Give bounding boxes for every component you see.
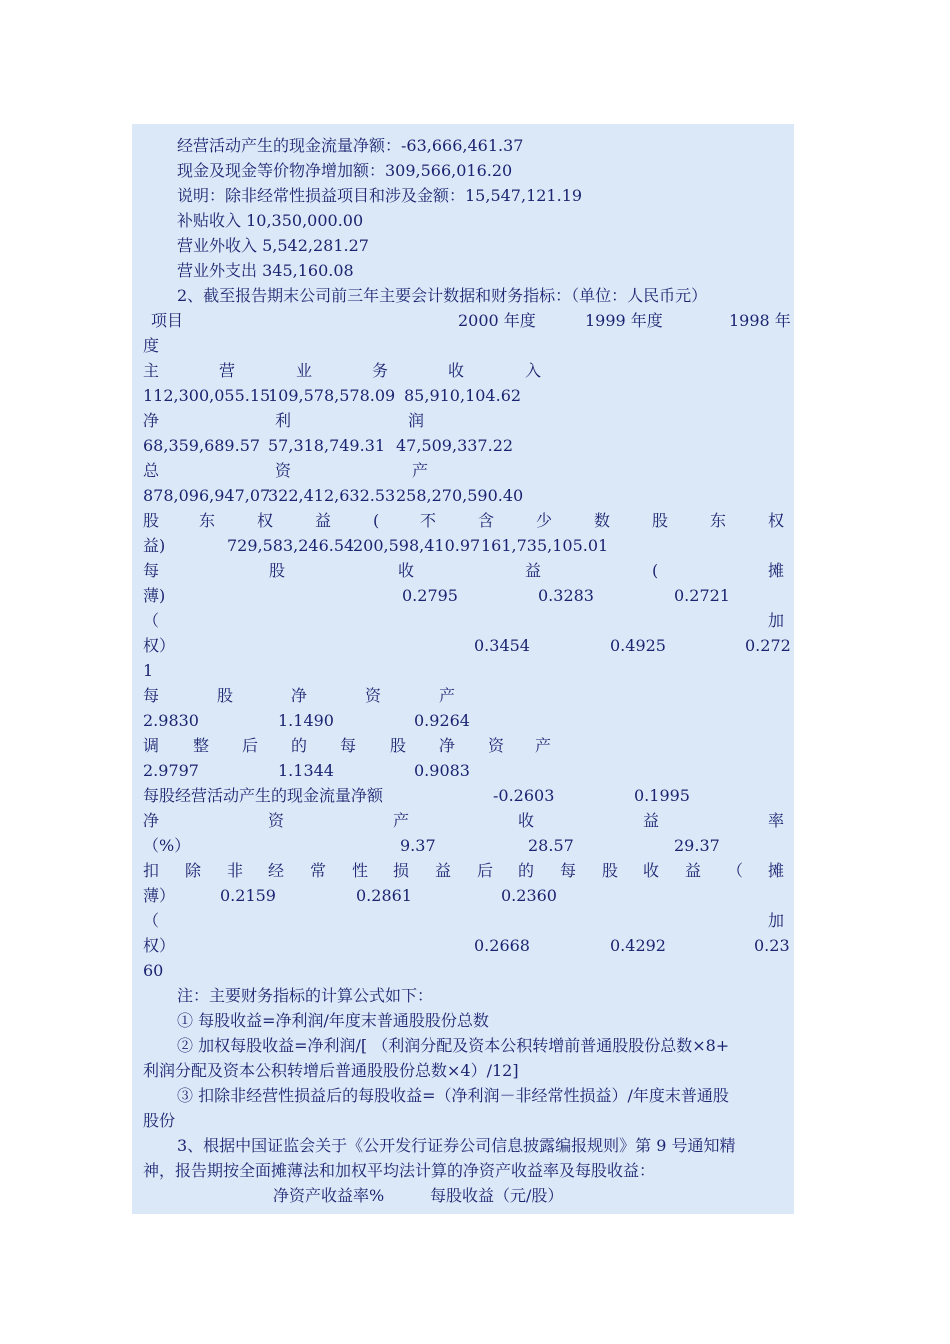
row-label-char: 每 (560, 861, 577, 880)
row-label-char: 净 (291, 686, 308, 705)
row-label-char: 数 (594, 511, 611, 530)
row-label-char: 净 (143, 811, 160, 830)
value-2000: 0.2159 (220, 886, 276, 905)
value-1998: 0.9083 (414, 761, 470, 780)
non-operating-expense-line: 营业外支出 345,160.08 (177, 261, 354, 280)
value-2000: 878,096,947,07 (143, 486, 271, 505)
value-1998-wrap: 1 (143, 661, 154, 680)
value-1998: 258,270,590.40 (396, 486, 524, 505)
row-label-char: 收 (448, 361, 465, 380)
row-label-char: 股 (652, 511, 669, 530)
row-label-char: 股 (217, 686, 234, 705)
section-3-line-1: 3、根据中国证监会关于《公开发行证券公司信息披露编报规则》第 9 号通知精 (177, 1136, 736, 1155)
header-2000: 2000 年度 (458, 311, 536, 330)
header-item: 项目 (151, 311, 184, 330)
value-1999: 28.57 (528, 836, 574, 855)
value-1998: 0.9264 (414, 711, 470, 730)
row-label-char: 后 (242, 736, 259, 755)
value-2000: 2.9830 (143, 711, 199, 730)
row-label-char: 产 (393, 811, 410, 830)
note-3-line-1: ③ 扣除非经营性损益后的每股收益=（净利润－非经常性损益）/年度末普通股 (177, 1086, 729, 1105)
operating-cash-flow-line: 经营活动产生的现金流量净额：-63,666,461.37 (177, 136, 524, 155)
value-1999: 0.4292 (610, 936, 666, 955)
value-1998: 0.272 (745, 636, 791, 655)
row-label-char: 每 (340, 736, 357, 755)
row-label-char: 除 (185, 861, 202, 880)
header-wrap: 度 (143, 336, 160, 355)
row-label-tail: 薄） (143, 886, 176, 905)
row-label-tail: 权） (143, 636, 176, 655)
section-3-line-2: 神，报告期按全面摊薄法和加权平均法计算的净资产收益率及每股收益： (143, 1161, 656, 1180)
row-label-char: 股 (602, 861, 619, 880)
non-operating-income-line: 营业外收入 5,542,281.27 (177, 236, 369, 255)
note-2-line-2: 利润分配及资本公积转增后普通股股份总数×4）/12] (143, 1061, 519, 1080)
section-2-heading: 2、截至报告期末公司前三年主要会计数据和财务指标：（单位：人民币元） (177, 286, 708, 305)
row-label-char: 后 (477, 861, 494, 880)
value-1998: 0.2721 (674, 586, 730, 605)
value-1998: 85,910,104.62 (404, 386, 522, 405)
value-1998: 47,509,337.22 (396, 436, 514, 455)
row-label-char: 性 (352, 861, 369, 880)
row-label-char: 东 (199, 511, 216, 530)
row-label-char: 产 (535, 736, 552, 755)
row-label-char: （ (143, 911, 160, 930)
row-label-char: 非 (227, 861, 244, 880)
value-2000: 0.2668 (474, 936, 530, 955)
value-2000: 2.9797 (143, 761, 199, 780)
row-label-char: 润 (408, 411, 425, 430)
header-1998: 1998 年 (729, 311, 791, 330)
value-1999: 0.2861 (356, 886, 412, 905)
column-header-roe: 净资产收益率% (273, 1186, 385, 1205)
row-label-char: （ (727, 861, 744, 880)
row-label-char: 收 (518, 811, 535, 830)
row-label-char: 益 (525, 561, 542, 580)
value-2000: 9.37 (400, 836, 436, 855)
row-label-char: 股 (143, 511, 160, 530)
row-label-char: 损 (393, 861, 410, 880)
row-label-char: 营 (219, 361, 236, 380)
row-label-char: 权 (768, 511, 785, 530)
cash-increase-line: 现金及现金等价物净增加额：309,566,016.20 (177, 161, 513, 180)
row-label-char: 股 (269, 561, 286, 580)
row-label-char: 经 (268, 861, 285, 880)
row-label-char: 权 (257, 511, 274, 530)
row-label-tail: 益) (143, 536, 166, 555)
row-label-char: 的 (518, 861, 535, 880)
row-label-char: 整 (193, 736, 210, 755)
row-label-char: 业 (296, 361, 313, 380)
subsidy-income-line: 补贴收入 10,350,000.00 (177, 211, 364, 230)
row-label-char: 入 (525, 361, 542, 380)
value-2000: 68,359,689.57 (143, 436, 261, 455)
note-3-line-2: 股份 (143, 1111, 176, 1130)
row-label-char: 益 (435, 861, 452, 880)
value-1998-wrap: 60 (143, 961, 164, 980)
value-1999: 109,578,578.09 (268, 386, 396, 405)
row-label-tail: 薄) (143, 586, 166, 605)
note-1: ① 每股收益=净利润/年度末普通股股份总数 (177, 1011, 489, 1030)
row-label-char: （ (143, 611, 160, 630)
row-label-char: 产 (412, 461, 429, 480)
value-1998: 0.2360 (501, 886, 557, 905)
value-1999: 200,598,410.97 (353, 536, 481, 555)
row-label-char: ( (373, 511, 380, 530)
row-label-char: 摊 (768, 861, 785, 880)
column-header-eps: 每股收益（元/股） (430, 1186, 564, 1205)
value-1999: 0.3283 (538, 586, 594, 605)
header-1999: 1999 年度 (585, 311, 663, 330)
row-label-char: 收 (398, 561, 415, 580)
row-label-tail: （%） (143, 836, 191, 855)
value-1999: 0.4925 (610, 636, 666, 655)
row-label-char: ( (652, 561, 659, 580)
row-label-char: 主 (143, 361, 160, 380)
row-label-char: 务 (372, 361, 389, 380)
row-label-tail: 权） (143, 936, 176, 955)
value-1999: 322,412,632.53 (268, 486, 396, 505)
row-label-char: 资 (275, 461, 292, 480)
note-2-line-1: ② 加权每股收益=净利润/[ （利润分配及资本公积转增前普通股股份总数×8+ (177, 1036, 730, 1055)
row-label-char: 每 (143, 561, 160, 580)
row-label-char: 扣 (143, 861, 160, 880)
row-label-char: 产 (439, 686, 456, 705)
value-1999: 0.1995 (634, 786, 690, 805)
row-label-char: 益 (315, 511, 332, 530)
row-label-char: 净 (439, 736, 456, 755)
value-2000: 0.2795 (402, 586, 458, 605)
value-2000: 0.3454 (474, 636, 530, 655)
row-label-char: 含 (478, 511, 495, 530)
row-label-char: 每 (143, 686, 160, 705)
row-label-char: 资 (268, 811, 285, 830)
value-1998: 29.37 (674, 836, 720, 855)
row-label-char: 股 (390, 736, 407, 755)
row-label-char: 不 (420, 511, 437, 530)
row-label-char: 净 (143, 411, 160, 430)
row-label-char: 东 (710, 511, 727, 530)
value-1999: 1.1490 (278, 711, 334, 730)
value-2000: -0.2603 (493, 786, 555, 805)
row-label-char: 益 (643, 811, 660, 830)
non-recurring-items-line: 说明：除非经常性损益项目和涉及金额：15,547,121.19 (177, 186, 583, 205)
row-label-char: 益 (685, 861, 702, 880)
row-label-char: 收 (643, 861, 660, 880)
row-label-char: 加 (768, 911, 785, 930)
value-1999: 1.1344 (278, 761, 334, 780)
row-label-char: 的 (291, 736, 308, 755)
row-label-char: 总 (143, 461, 160, 480)
value-1998: 161,735,105.01 (481, 536, 609, 555)
value-1999: 57,318,749.31 (268, 436, 386, 455)
row-label-char: 调 (143, 736, 160, 755)
row-label-char: 少 (536, 511, 553, 530)
row-label-char: 常 (310, 861, 327, 880)
row-label-char: 资 (488, 736, 505, 755)
row-label-char: 资 (365, 686, 382, 705)
row-label: 每股经营活动产生的现金流量净额 (143, 786, 384, 805)
value-2000: 112,300,055.15 (143, 386, 271, 405)
row-label-char: 加 (768, 611, 785, 630)
notes-heading: 注：主要财务指标的计算公式如下： (177, 986, 434, 1005)
row-label-char: 率 (768, 811, 785, 830)
value-2000: 729,583,246.54 (227, 536, 355, 555)
row-label-char: 摊 (768, 561, 785, 580)
value-1998: 0.23 (754, 936, 790, 955)
row-label-char: 利 (275, 411, 292, 430)
